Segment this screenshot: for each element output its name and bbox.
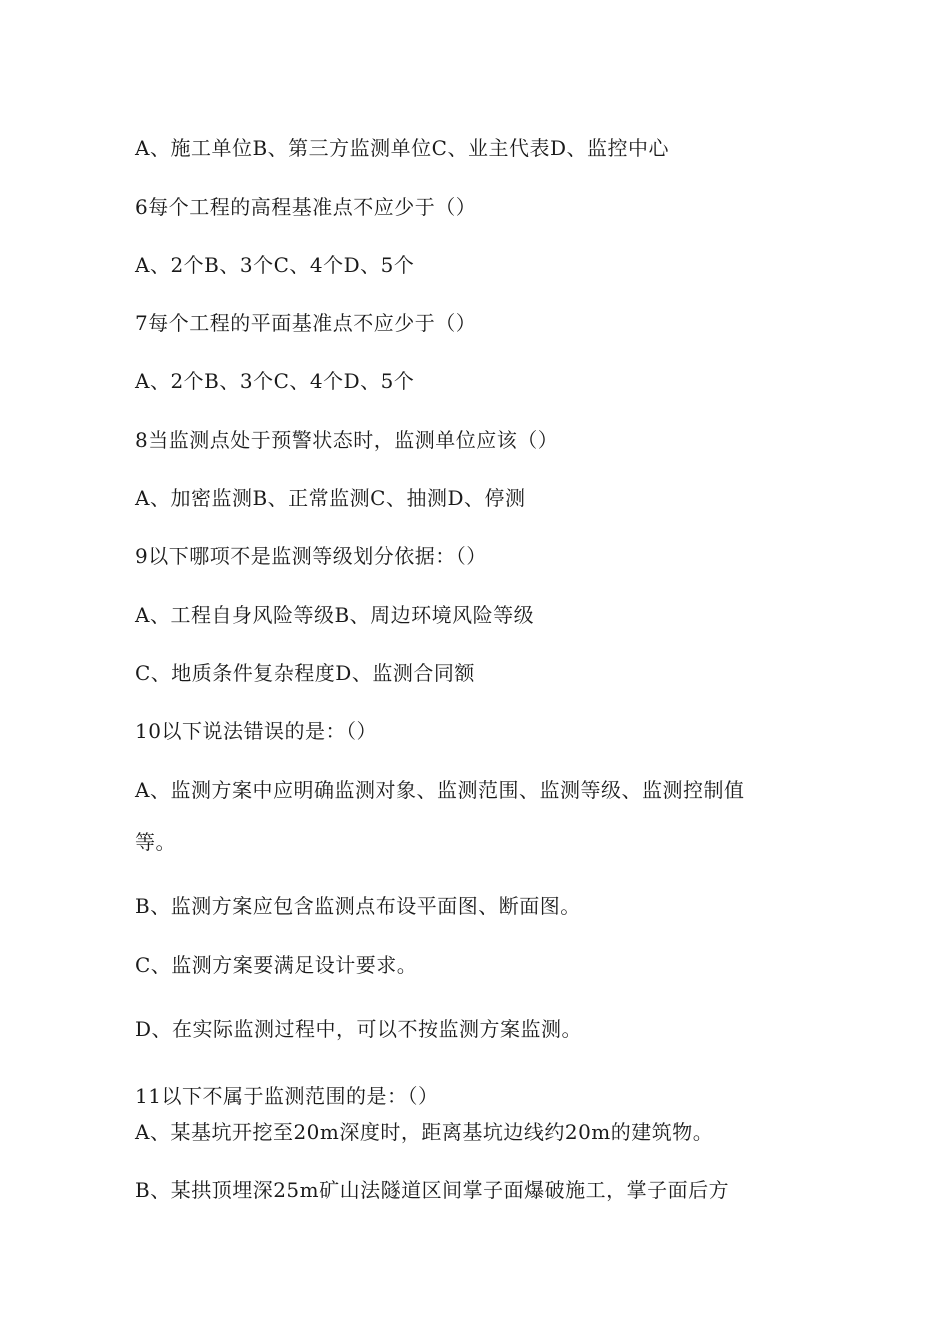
q6-options: A、2个B、3个C、4个D、5个: [135, 253, 415, 277]
q5-options: A、施工单位B、第三方监测单位C、业主代表D、监控中心: [135, 136, 669, 160]
q7-options: A、2个B、3个C、4个D、5个: [135, 369, 415, 393]
q11-option-b: B、某拱顶埋深25m矿山法隧道区间掌子面爆破施工，掌子面后方: [135, 1178, 730, 1202]
q10-option-a: A、监测方案中应明确监测对象、监测范围、监测等级、监测控制值: [135, 778, 745, 802]
q11-question: 11以下不属于监测范围的是：（）: [135, 1084, 439, 1108]
q10-option-c: C、监测方案要满足设计要求。: [135, 953, 418, 977]
q9-question: 9以下哪项不是监测等级划分依据：（）: [135, 544, 487, 568]
q10-question: 10以下说法错误的是：（）: [135, 719, 377, 743]
q10-option-a-cont: 等。: [135, 830, 176, 854]
q8-question: 8当监测点处于预警状态时，监测单位应该（）: [135, 428, 559, 452]
q8-options: A、加密监测B、正常监测C、抽测D、停测: [135, 486, 526, 510]
q7-question: 7每个工程的平面基准点不应少于（）: [135, 311, 477, 335]
q10-option-d: D、在实际监测过程中，可以不按监测方案监测。: [135, 1017, 583, 1041]
q9-options-cd: C、地质条件复杂程度D、监测合同额: [135, 661, 475, 685]
q10-option-b: B、监测方案应包含监测点布设平面图、断面图。: [135, 894, 581, 918]
q6-question: 6每个工程的高程基准点不应少于（）: [135, 195, 477, 219]
q9-options-ab: A、工程自身风险等级B、周边环境风险等级: [135, 603, 535, 627]
q11-option-a: A、某基坑开挖至20m深度时，距离基坑边线约20m的建筑物。: [135, 1120, 714, 1144]
